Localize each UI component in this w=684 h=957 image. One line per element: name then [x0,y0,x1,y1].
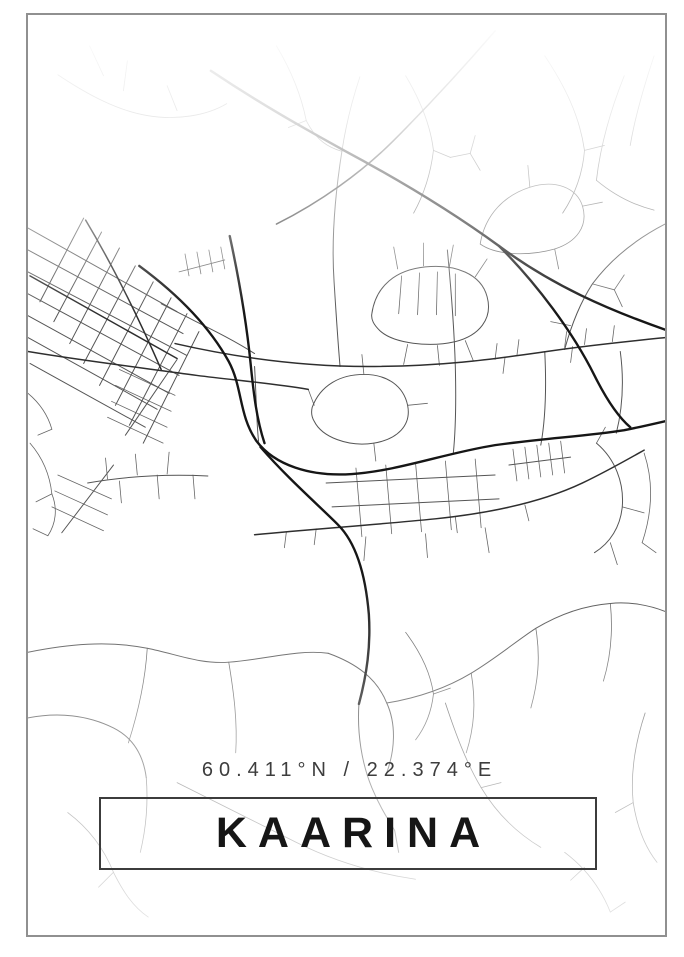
road [455,517,457,533]
road [517,340,519,356]
road [255,450,645,535]
road [475,459,481,528]
road [571,347,573,363]
road [642,543,656,553]
road [326,475,495,483]
road [509,457,571,465]
road [485,528,489,553]
road [88,475,208,483]
road [416,463,422,532]
road [408,403,428,405]
fade-top [28,15,665,314]
road [364,537,366,561]
road [167,452,169,474]
road [36,494,52,502]
road [314,529,316,545]
fade-bottom [28,573,665,935]
road [622,507,644,513]
road [503,358,505,374]
road [332,499,499,507]
road [55,491,108,515]
road [28,393,52,429]
coordinates-label: 60.411°N / 22.374°E [201,759,498,781]
road [616,352,622,434]
road [426,534,428,558]
road [513,449,517,481]
road [119,481,121,503]
road [52,507,104,531]
road [362,355,364,375]
road [437,346,439,366]
road [135,454,137,475]
road [312,374,409,444]
road [308,389,314,405]
road [62,465,114,533]
road [525,505,529,521]
road [30,443,52,494]
road [495,344,497,360]
road [115,298,171,406]
road [585,329,587,345]
road [551,322,571,326]
map-frame [26,13,667,937]
road [541,352,546,446]
road [610,543,617,565]
road [284,532,286,548]
road [193,475,195,499]
road [594,443,622,553]
road [157,475,159,499]
road [642,453,651,543]
road [561,441,565,473]
road [33,529,48,536]
road [374,443,376,461]
title-box [99,797,597,870]
road [404,345,408,365]
road [465,341,473,361]
road [38,429,52,435]
road [445,461,451,530]
road [612,326,614,342]
road [28,352,308,390]
road [48,494,55,536]
city-title: KAARINA [215,809,492,857]
road [596,427,605,443]
